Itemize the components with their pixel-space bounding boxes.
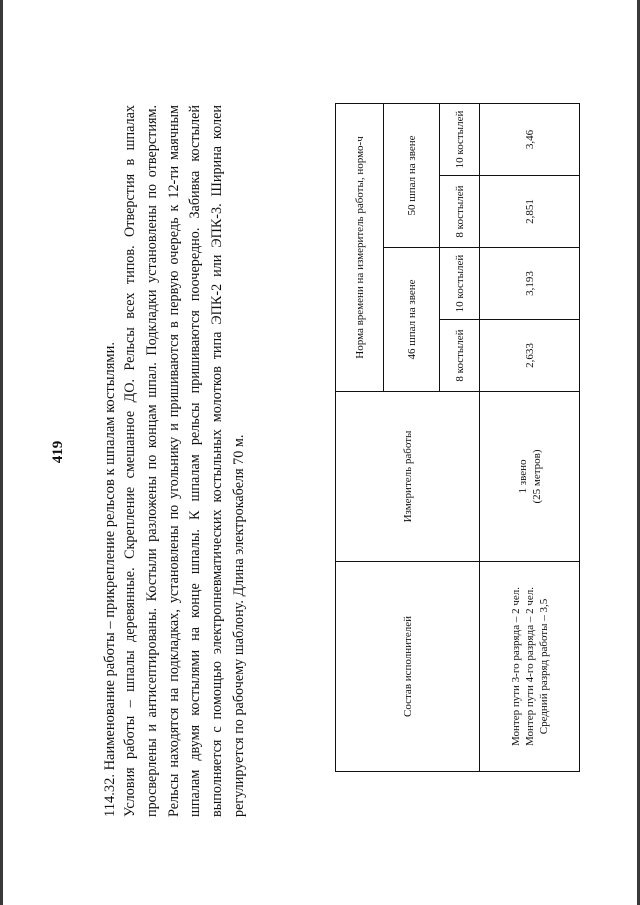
table-row [480,103,580,771]
unit-cell [480,392,580,562]
worker-line: Средний разряд работы – 3,5 [537,598,550,735]
value-46-10: 3,193 [480,248,580,320]
work-conditions: Условия работы – шпалы деревянные. Скрепление смешанное ДО. Рельсы всех типов. Отверстия в шпалах просверлены и антисептированы. Костыли разложены по концам шпал. Подкладки установлены по отверстиям. Рельсы находятся на подкладках, установлены по угольнику и пришиваются в первую очередь к 12-ти маячным шпалам двумя костылями на конце шпалы. К шпалам рельсы пришиваются поочередно. Забивка костылей выполняется с помощью электропневматических костыльных молотков типа ЭПК-2 или ЭПК-3. Ширина колеи регулируется по рабочему шаблону. Длина электрокабеля 70 м. [122,105,247,817]
value-46-8: 2,633 [480,320,580,392]
header-46-sleepers: 46 шпал на звене [384,248,440,392]
workers-cell [480,562,580,772]
value-50-10: 3,46 [480,103,580,175]
header-46-8-spikes: 8 костылей [440,320,480,392]
table-header-row [336,103,384,771]
time-norm-table [335,103,580,772]
section-title: 114.32. Наименование работы – прикрепление рельсов к шпалам костылями. [102,342,118,817]
value-50-8: 2,851 [480,176,580,248]
header-50-10-spikes: 10 костылей [440,103,480,175]
header-unit: Измеритель работы [336,392,480,562]
unit-line: (25 метров) [530,449,543,504]
header-50-8-spikes: 8 костылей [440,176,480,248]
page-number: 419 [50,440,66,464]
worker-line: Монтер пути 3-го разряда – 2 чел. [509,587,522,746]
rotated-page [40,42,600,862]
header-norm: Норма времени на измеритель работы, нормо-ч [336,103,384,391]
unit-line: 1 звено [516,459,529,494]
header-50-sleepers: 50 шпал на звене [384,103,440,247]
worker-line: Монтер пути 4-го разряда – 2 чел. [523,587,536,746]
scan-edge-left [0,0,3,905]
header-46-10-spikes: 10 костылей [440,248,480,320]
header-workers: Состав исполнителей [336,562,480,772]
